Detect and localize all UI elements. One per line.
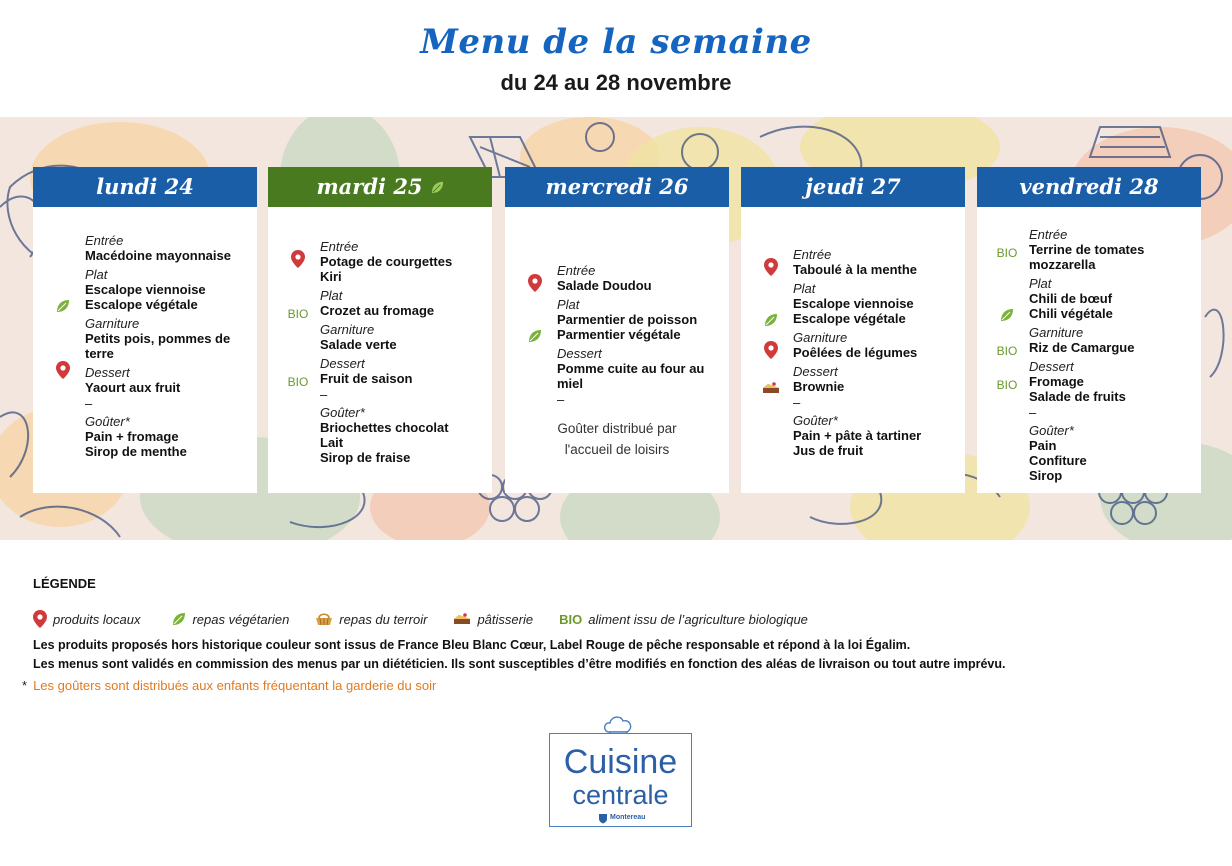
leaf-icon — [757, 312, 785, 331]
separator — [268, 388, 492, 401]
bio-label: BIO — [996, 344, 1018, 358]
dash-text: – — [320, 387, 328, 402]
dish-item — [977, 468, 1201, 483]
dish-item — [977, 453, 1201, 468]
dish-name: Sirop — [1029, 468, 1063, 483]
legend-label-vegetarian: repas végétarien — [192, 611, 290, 627]
separator — [505, 393, 729, 406]
dash-text: – — [85, 396, 93, 411]
dish-name: Escalope végétale — [85, 297, 198, 312]
day-header — [505, 167, 729, 207]
course-name: Dessert — [1029, 359, 1074, 374]
course-label — [505, 346, 729, 361]
logo-line-3: Montereau — [610, 814, 646, 821]
course-name: Plat — [557, 297, 580, 312]
course-label — [977, 227, 1201, 242]
day-card — [268, 167, 492, 493]
legend-title: LÉGENDE — [33, 576, 96, 591]
dish-item — [33, 282, 257, 297]
course-label — [33, 414, 257, 429]
page-subtitle: du 24 au 28 novembre — [500, 70, 732, 95]
course-label — [977, 276, 1201, 291]
course-label — [268, 322, 492, 337]
dish-item — [505, 361, 729, 391]
dish-item — [741, 345, 965, 360]
legend-item-terroir — [315, 612, 427, 627]
dish-name: Escalope viennoise — [793, 296, 914, 311]
day-menu — [268, 207, 492, 465]
leaf-icon — [49, 298, 77, 317]
dish-item — [741, 443, 965, 458]
dish-name: Kiri — [320, 269, 342, 284]
legend-item-pastry — [453, 612, 533, 627]
logo-line-2: centrale — [572, 780, 669, 810]
bio-mark — [284, 303, 312, 322]
course-label — [977, 325, 1201, 340]
dish-name: Parmentier végétale — [557, 327, 681, 342]
course-label — [268, 288, 492, 303]
course-name: Goûter* — [85, 414, 130, 429]
dish-item — [741, 311, 965, 326]
course-label — [977, 359, 1201, 374]
day-card — [33, 167, 257, 493]
bio-mark — [993, 242, 1021, 261]
course-label — [33, 365, 257, 380]
course-name: Dessert — [793, 364, 838, 379]
dish-name: Jus de fruit — [793, 443, 864, 458]
course-label — [268, 405, 492, 420]
course-name: Entrée — [1029, 227, 1068, 242]
dish-name: Escalope végétale — [793, 311, 906, 326]
bio-label: BIO — [287, 307, 309, 321]
day-name: jeudi 27 — [805, 174, 901, 199]
pin-icon — [521, 274, 549, 296]
dash-text: – — [1029, 405, 1037, 420]
day-menu — [505, 207, 729, 460]
dish-name: Sirop de menthe — [85, 444, 187, 459]
course-name: Garniture — [1029, 325, 1084, 340]
legend-label-bio: aliment issu de l’agriculture biologique — [588, 611, 808, 627]
dish-name: Brownie — [793, 379, 845, 394]
dish-name: Salade Doudou — [557, 278, 652, 293]
dish-name: Salade verte — [320, 337, 397, 352]
day-header — [33, 167, 257, 207]
dish-item — [741, 296, 965, 311]
dish-item — [977, 306, 1201, 321]
course-label — [741, 364, 965, 379]
dish-item — [977, 242, 1201, 272]
course-label — [977, 423, 1201, 438]
dish-name: Taboulé à la menthe — [793, 262, 918, 277]
dish-name: Parmentier de poisson — [557, 312, 698, 327]
course-name: Goûter* — [1029, 423, 1074, 438]
day-menu — [741, 207, 965, 458]
dish-name: Chili de bœuf — [1029, 291, 1113, 306]
info-line-2: Les menus sont validés en commission des menus par un diététicien. Ils sont susceptibles d’être modifiés en fonction des aléas de livraison ou tout autre imprévu. — [33, 657, 1006, 671]
basket-icon — [315, 612, 333, 626]
day-header — [977, 167, 1201, 207]
dish-item — [741, 262, 965, 277]
dish-name: Lait — [320, 435, 344, 450]
day-name: mardi 25 — [316, 174, 423, 199]
dish-item — [33, 380, 257, 395]
logo-line-1: Cuisine — [563, 743, 678, 781]
legend-label-pastry: pâtisserie — [477, 611, 534, 627]
dish-item — [741, 428, 965, 443]
dish-name: Macédoine mayonnaise — [85, 248, 231, 263]
day-menu — [33, 207, 257, 459]
course-name: Dessert — [320, 356, 365, 371]
legend-item-local — [33, 610, 140, 628]
dish-item — [977, 374, 1201, 392]
course-name: Dessert — [557, 346, 602, 361]
dish-name: Chili végétale — [1029, 306, 1113, 321]
dish-name: Fruit de saison — [320, 371, 413, 386]
course-name: Entrée — [320, 239, 359, 254]
snack-note: Goûter distribué par l'accueil de loisirs — [557, 421, 677, 457]
dash-text: – — [557, 392, 565, 407]
legend — [33, 609, 834, 629]
dish-item — [268, 420, 492, 435]
course-name: Garniture — [85, 316, 140, 331]
cuisine-centrale-logo — [549, 733, 692, 827]
dish-name: Pain — [1029, 438, 1057, 453]
course-name: Goûter* — [320, 405, 365, 420]
pin-icon — [757, 341, 785, 363]
page-title: Menu de la semaine — [420, 22, 812, 62]
dish-item — [268, 371, 492, 389]
dish-item — [977, 340, 1201, 358]
course-label — [33, 233, 257, 248]
dish-name: Fromage — [1029, 374, 1084, 389]
dish-item — [505, 278, 729, 293]
course-name: Entrée — [557, 263, 596, 278]
separator — [33, 397, 257, 410]
dish-item — [268, 337, 492, 352]
dish-item — [741, 379, 965, 394]
dish-name: Potage de courgettes — [320, 254, 453, 269]
day-header — [268, 167, 492, 207]
dish-name: Pain + fromage — [85, 429, 179, 444]
day-card — [741, 167, 965, 493]
legend-label-local: produits locaux — [53, 611, 141, 627]
course-label — [505, 297, 729, 312]
course-label — [268, 356, 492, 371]
legend-item-bio — [559, 612, 808, 627]
dish-item — [977, 438, 1201, 453]
day-card — [505, 167, 729, 493]
leaf-icon — [172, 612, 186, 626]
separator — [977, 406, 1201, 419]
legend-label-terroir: repas du terroir — [339, 611, 428, 627]
course-name: Dessert — [85, 365, 130, 380]
leaf-icon — [521, 328, 549, 347]
day-menu — [977, 207, 1201, 483]
dish-item — [33, 429, 257, 444]
course-name: Plat — [793, 281, 816, 296]
dish-name: Pomme cuite au four au miel — [557, 361, 705, 391]
dish-item — [505, 312, 729, 327]
dish-name: Petits pois, pommes de terre — [85, 331, 231, 361]
dish-item — [268, 450, 492, 465]
course-label — [741, 281, 965, 296]
dish-item — [268, 303, 492, 321]
course-label — [33, 316, 257, 331]
dish-name: Crozet au fromage — [320, 303, 435, 318]
dish-item — [33, 248, 257, 263]
bio-label: BIO — [287, 375, 309, 389]
dish-name: Confiture — [1029, 453, 1087, 468]
dish-item — [268, 269, 492, 284]
dish-name: Escalope viennoise — [85, 282, 206, 297]
footnote — [22, 678, 436, 693]
dish-name: Briochettes chocolat — [320, 420, 449, 435]
cake-icon — [453, 612, 471, 626]
separator — [741, 396, 965, 409]
day-name: vendredi 28 — [1019, 174, 1159, 199]
course-name: Garniture — [793, 330, 848, 345]
footnote-text: Les goûters sont distribués aux enfants fréquentant la garderie du soir — [33, 678, 437, 693]
bio-mark: BIO — [559, 611, 583, 627]
dish-item — [268, 254, 492, 269]
leaf-icon — [431, 174, 444, 199]
bio-mark — [993, 340, 1021, 359]
dish-name: Terrine de tomates mozzarella — [1029, 242, 1145, 272]
course-name: Plat — [320, 288, 343, 303]
pin-icon — [757, 258, 785, 280]
course-name: Entrée — [793, 247, 832, 262]
course-name: Plat — [85, 267, 108, 282]
crest-icon — [598, 813, 608, 824]
day-card — [977, 167, 1201, 493]
course-name: Entrée — [85, 233, 124, 248]
legend-item-vegetarian — [172, 612, 289, 627]
bio-label: BIO — [996, 378, 1018, 392]
dish-name: Yaourt aux fruit — [85, 380, 181, 395]
dish-name: Pain + pâte à tartiner — [793, 428, 922, 443]
course-name: Plat — [1029, 276, 1052, 291]
dish-name: Sirop de fraise — [320, 450, 411, 465]
course-name: Garniture — [320, 322, 375, 337]
dish-item — [977, 291, 1201, 306]
dish-item — [977, 389, 1201, 404]
day-name: lundi 24 — [96, 174, 194, 199]
dish-item — [33, 297, 257, 312]
dish-item — [33, 331, 257, 361]
bio-label: BIO — [996, 246, 1018, 260]
footnote-star: * — [22, 678, 28, 693]
pin-icon — [33, 610, 47, 628]
info-line-1: Les produits proposés hors historique couleur sont issus de France Bleu Blanc Cœur, Label Rouge de pêche responsable et répond à la loi Égalim. — [33, 638, 911, 652]
course-name: Goûter* — [793, 413, 838, 428]
dash-text: – — [793, 395, 801, 410]
dish-name: Riz de Camargue — [1029, 340, 1135, 355]
dish-item — [33, 444, 257, 459]
day-header — [741, 167, 965, 207]
day-name: mercredi 26 — [545, 174, 689, 199]
dish-name: Salade de fruits — [1029, 389, 1126, 404]
course-label — [741, 413, 965, 428]
dish-item — [505, 327, 729, 342]
dish-name: Poêlées de légumes — [793, 345, 918, 360]
course-label — [33, 267, 257, 282]
leaf-icon — [993, 307, 1021, 326]
dish-item — [268, 435, 492, 450]
